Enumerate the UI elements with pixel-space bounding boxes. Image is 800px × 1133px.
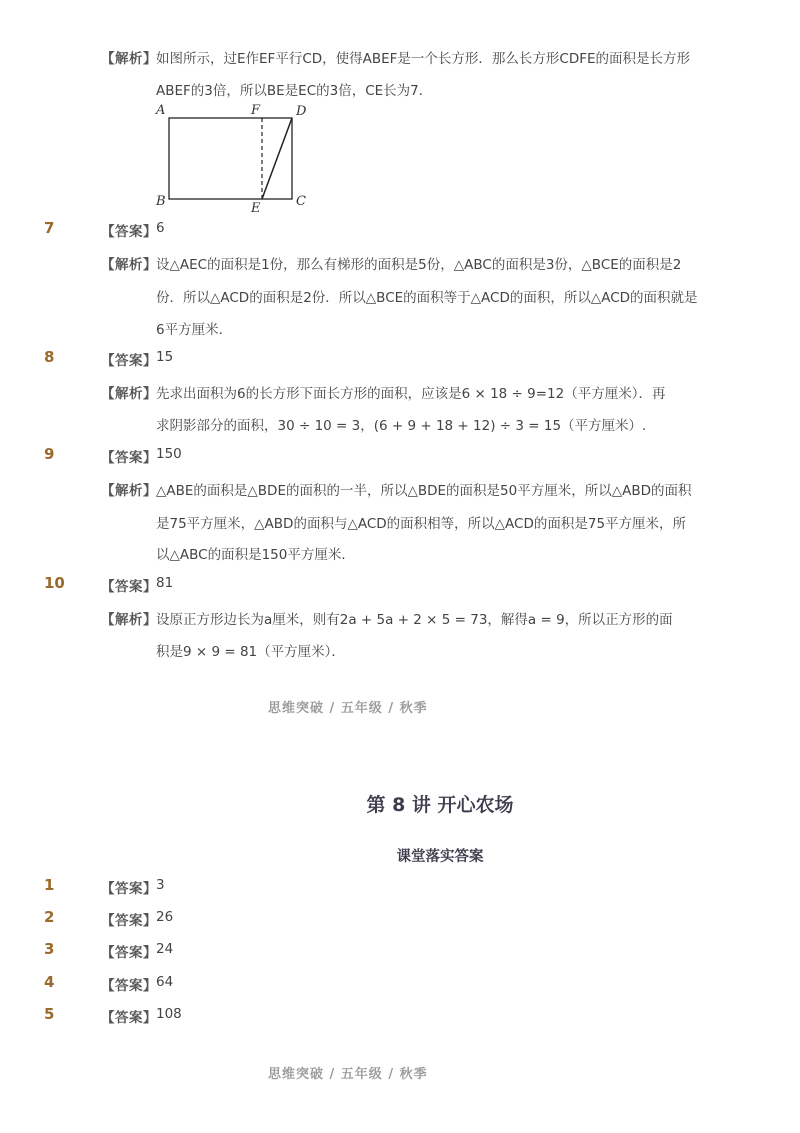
- label-a: A: [156, 103, 166, 118]
- answer-tag: 【答案】: [101, 945, 157, 961]
- q7-analysis-line1: 设△AEC的面积是1份，那么有梯形的面积是5份，△ABC的面积是3份，△BCE的面积是2: [156, 257, 682, 273]
- q9-analysis-line1: △ABE的面积是△BDE的面积的一半，所以△BDE的面积是50平方厘米，所以△ABD的面积: [156, 483, 692, 499]
- answer-tag: 【答案】: [101, 881, 157, 897]
- answer-tag: 【答案】: [101, 978, 157, 994]
- q8-analysis-line1: 先求出面积为6的长方形下面长方形的面积，应该是6 × 18 ÷ 9=12（平方厘米）．再: [156, 386, 666, 402]
- question-number: 7: [44, 219, 55, 237]
- q10-analysis-line2: 积是9 × 9 = 81（平方厘米）．: [156, 644, 345, 660]
- rectangle-figure: [150, 100, 320, 218]
- answer-value: 64: [156, 974, 174, 990]
- label-c: C: [296, 194, 306, 209]
- q8-analysis-line2: 求阴影部分的面积，30 ÷ 10 = 3，(6 + 9 + 18 + 12) ÷ 3 = 15（平方厘米）.: [156, 418, 647, 434]
- analysis-tag: 【解析】: [101, 612, 157, 628]
- page-footer: 思维突破 / 五年级 / 秋季: [268, 1067, 428, 1082]
- section-subtitle: 课堂落实答案: [396, 849, 484, 865]
- answer-tag: 【答案】: [101, 353, 157, 369]
- page-footer: 思维突破 / 五年级 / 秋季: [268, 701, 428, 716]
- lecture-title: 第 8 讲 开心农场: [366, 794, 514, 816]
- answer-tag: 【答案】: [101, 579, 157, 595]
- q7-answer: 6: [156, 220, 165, 236]
- q7-analysis-line2: 份．所以△ACD的面积是2份．所以△BCE的面积等于△ACD的面积，所以△ACD的面积就是: [156, 290, 698, 306]
- question-number: 2: [44, 908, 55, 926]
- answer-value: 108: [156, 1006, 182, 1022]
- question-number: 10: [44, 574, 65, 592]
- label-d: D: [296, 104, 307, 119]
- q10-analysis-line1: 设原正方形边长为a厘米，则有2a + 5a + 2 × 5 = 73，解得a = 9，所以正方形的面: [156, 612, 673, 628]
- label-e: E: [251, 201, 261, 216]
- question-number: 1: [44, 876, 55, 894]
- question-number: 8: [44, 348, 55, 366]
- diagonal-line-ed: [262, 118, 292, 199]
- q9-analysis-line3: 以△ABC的面积是150平方厘米．: [156, 547, 355, 563]
- q8-answer: 15: [156, 349, 174, 365]
- answer-value: 26: [156, 909, 174, 925]
- question-number: 4: [44, 973, 55, 991]
- answer-value: 3: [156, 877, 165, 893]
- answer-tag: 【答案】: [101, 913, 157, 929]
- answer-tag: 【答案】: [101, 1010, 157, 1026]
- q9-answer: 150: [156, 446, 182, 462]
- question-number: 5: [44, 1005, 55, 1023]
- q9-analysis-line2: 是75平方厘米，△ABD的面积与△ACD的面积相等，所以△ACD的面积是75平方厘米，所: [156, 516, 687, 532]
- answer-value: 24: [156, 941, 174, 957]
- analysis-tag: 【解析】: [101, 257, 157, 273]
- q6-analysis-line2: ABEF的3倍，所以BE是EC的3倍，CE长为7．: [156, 83, 433, 99]
- rectangle-abcd: [169, 118, 292, 199]
- analysis-tag: 【解析】: [101, 386, 157, 402]
- analysis-tag: 【解析】: [101, 51, 157, 67]
- label-b: B: [156, 194, 166, 209]
- q6-analysis-line1: 如图所示，过E作EF平行CD，使得ABEF是一个长方形．那么长方形CDFE的面积是长方形: [156, 51, 691, 67]
- label-f: F: [251, 103, 261, 118]
- answer-tag: 【答案】: [101, 450, 157, 466]
- analysis-tag: 【解析】: [101, 483, 157, 499]
- q7-analysis-line3: 6平方厘米．: [156, 322, 233, 338]
- answer-tag: 【答案】: [101, 224, 157, 240]
- question-number: 3: [44, 940, 55, 958]
- q10-answer: 81: [156, 575, 174, 591]
- question-number: 9: [44, 445, 55, 463]
